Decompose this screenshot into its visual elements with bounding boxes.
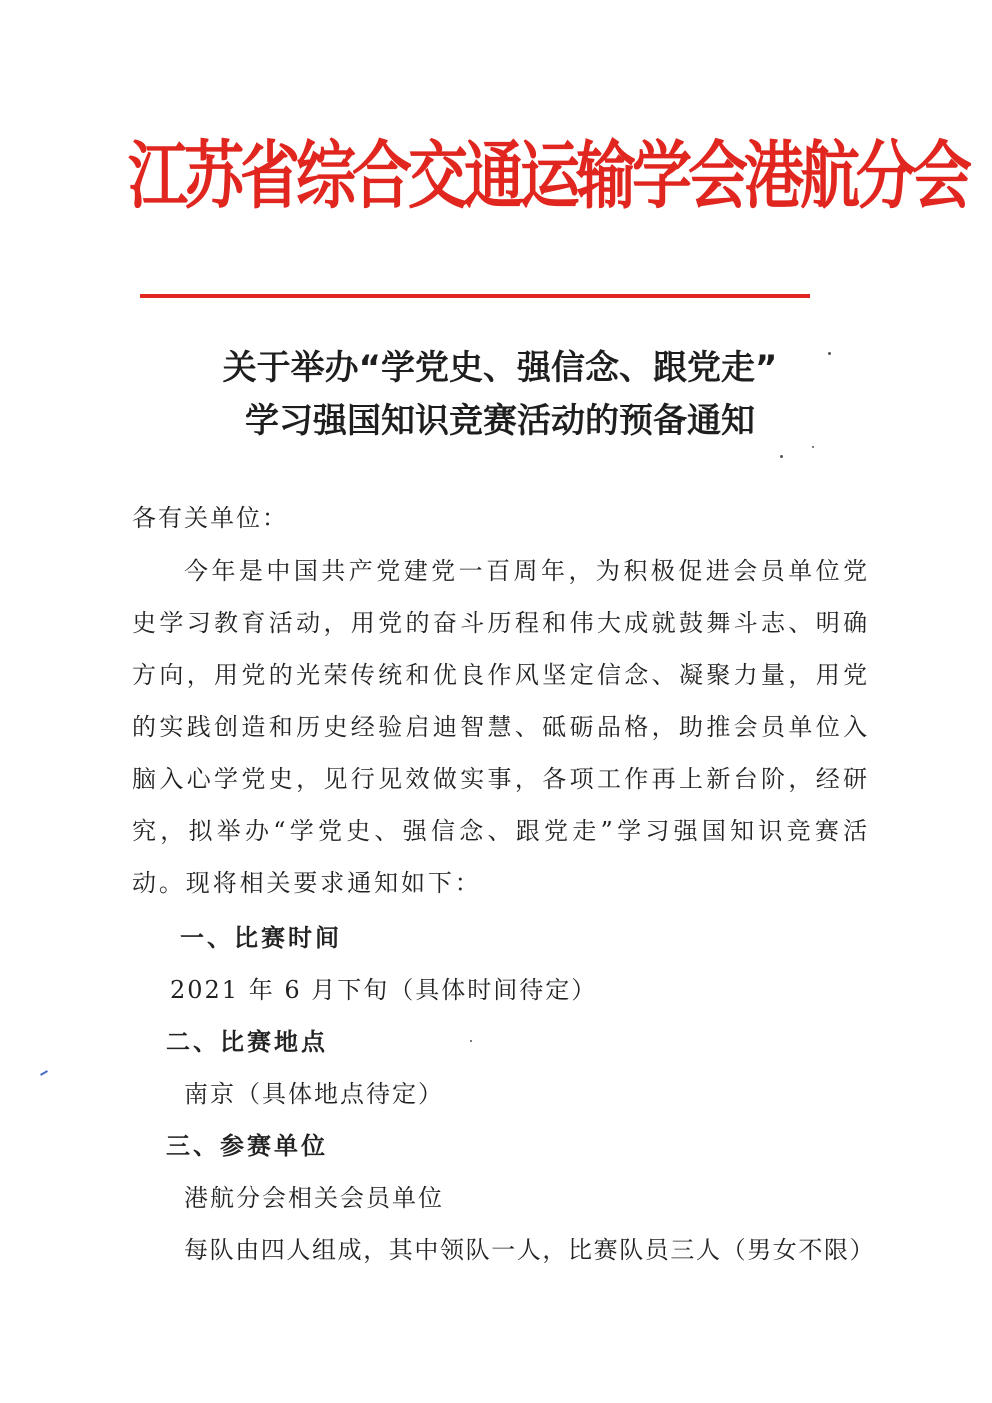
section-text-team-composition: 每队由四人组成，其中领队一人，比赛队员三人（男女不限） [184, 1236, 876, 1264]
body-paragraph: 今年是中国共产党建党一百周年，为积极促进会员单位党史学习教育活动，用党的奋斗历程和伟大成就鼓舞斗志、明确方向，用党的光荣传统和优良作风坚定信念、凝聚力量，用党的实践创造和历史经验启迪智慧、砥砺品格，助推会员单位入脑入心学党史，见行见效做实事，各项工作再上新台阶，经研究，拟举办“学党史、强信念、跟党走”学习强国知识竞赛活动。现将相关要求通知如下： [132, 557, 870, 897]
salutation: 各有关单位： [132, 504, 288, 532]
section-text-time: 2021 年 6 月下旬（具体时间待定） [170, 976, 598, 1004]
scan-mark [40, 1070, 48, 1076]
section-heading-time: 一、比赛时间 [180, 924, 342, 952]
scan-speck [470, 1040, 472, 1042]
scan-speck [828, 352, 831, 355]
document-title-line-2: 学习强国知识竞赛活动的预备通知 [245, 401, 755, 441]
document-title-line-1: 关于举办“学党史、强信念、跟党走” [222, 348, 778, 388]
scan-speck [780, 455, 783, 458]
section-text-participants: 港航分会相关会员单位 [184, 1184, 444, 1212]
letterhead-red-divider [140, 294, 810, 298]
section-heading-participants: 三、参赛单位 [166, 1132, 328, 1160]
organization-letterhead: 江苏省综合交通运输学会港航分会 [128, 133, 968, 220]
section-heading-location: 二、比赛地点 [166, 1028, 328, 1056]
scan-speck [812, 446, 814, 448]
section-text-location: 南京（具体地点待定） [184, 1080, 444, 1108]
